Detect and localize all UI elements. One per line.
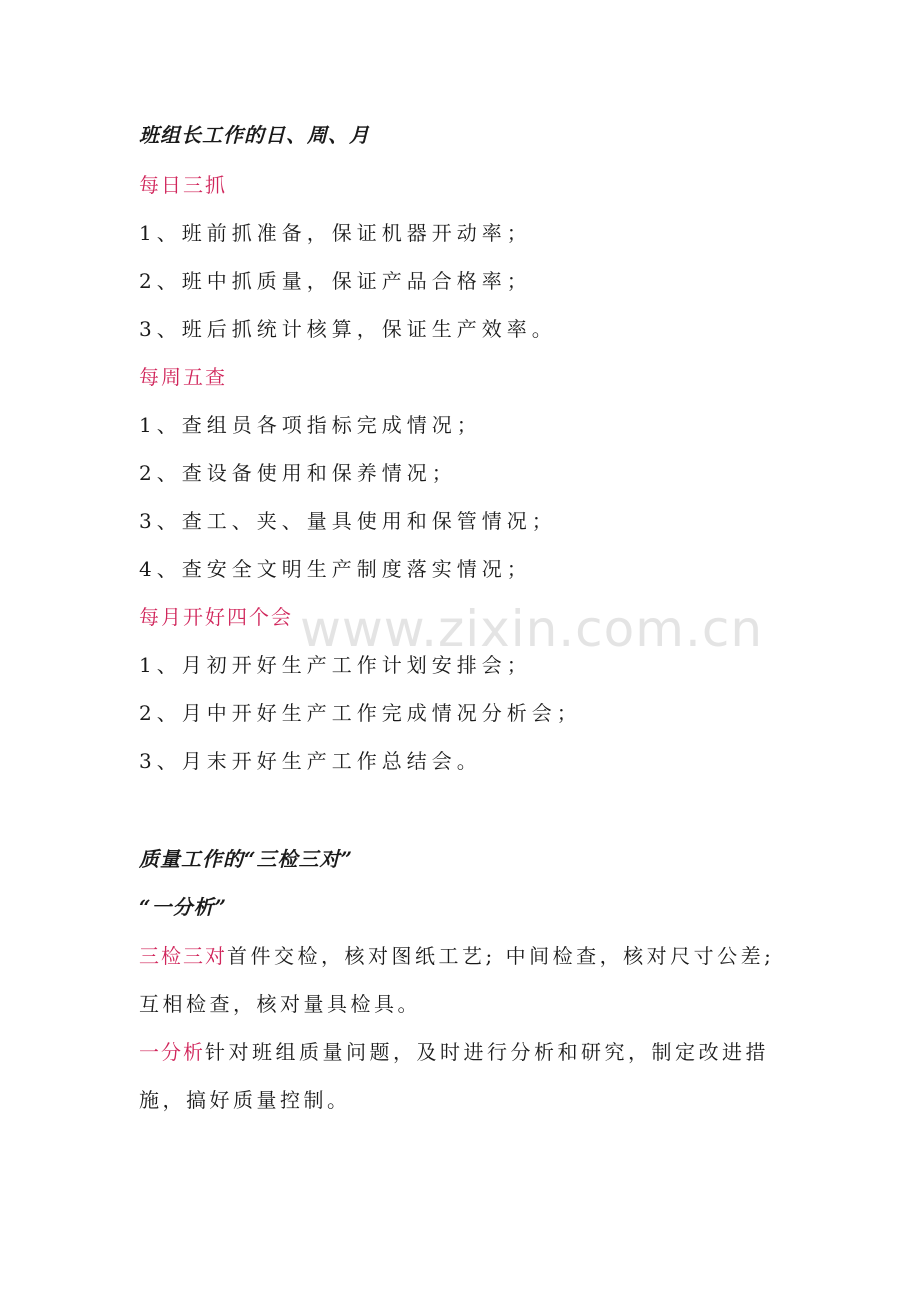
section-title-team-leader: 班组长工作的日、周、月 <box>139 123 370 147</box>
weekly-item-2: 2、查设备使用和保养情况； <box>139 461 457 485</box>
daily-item-2: 2、班中抓质量，保证产品合格率； <box>139 269 532 293</box>
weekly-item-4: 4、查安全文明生产制度落实情况； <box>139 557 532 581</box>
heading-monthly: 每月开好四个会 <box>139 605 293 629</box>
paragraph-text-three-checks: 首件交检，核对图纸工艺; 中间检查，核对尺寸公差; 互相检查，核对量具检具。 <box>139 944 775 1016</box>
paragraph-label-analysis: 一分析 <box>139 1040 205 1064</box>
daily-item-1: 1、班前抓准备，保证机器开动率； <box>139 221 532 245</box>
paragraph-analysis <box>139 1028 799 1124</box>
paragraph-text-analysis: 针对班组质量问题，及时进行分析和研究，制定改进措施，搞好质量控制。 <box>139 1040 769 1112</box>
heading-daily: 每日三抓 <box>139 173 227 197</box>
section-title-quality: 质量工作的“三检三对” <box>139 847 354 871</box>
heading-weekly: 每周五查 <box>139 365 227 389</box>
weekly-item-1: 1、查组员各项指标完成情况； <box>139 413 482 437</box>
monthly-item-1: 1、月初开好生产工作计划安排会； <box>139 653 532 677</box>
daily-item-3: 3、班后抓统计核算，保证生产效率。 <box>139 317 557 341</box>
paragraph-label-three-checks: 三检三对 <box>139 944 227 968</box>
paragraph-three-checks <box>139 932 799 1028</box>
section-subtitle-analysis: “一分析” <box>139 895 228 919</box>
monthly-item-3: 3、月末开好生产工作总结会。 <box>139 749 482 773</box>
watermark: www.zixin.com.cn <box>300 600 764 658</box>
monthly-item-2: 2、月中开好生产工作完成情况分析会； <box>139 701 582 725</box>
weekly-item-3: 3、查工、夹、量具使用和保管情况； <box>139 509 557 533</box>
